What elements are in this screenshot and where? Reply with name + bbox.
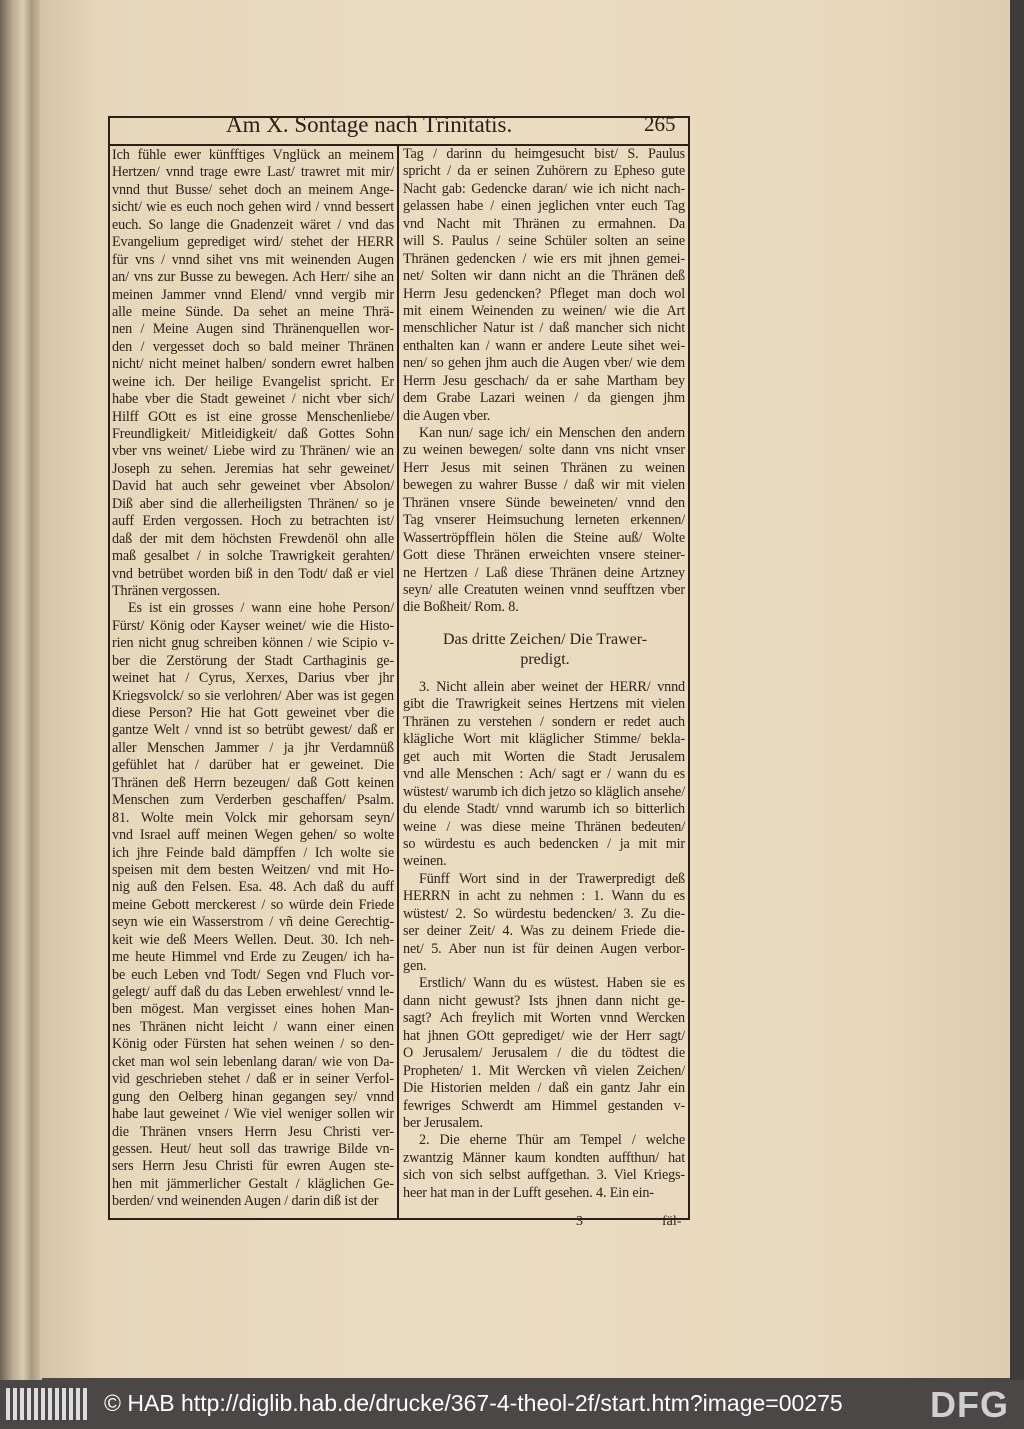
text-line: gung den Oelberg hinan gegangen sey/ vnnd xyxy=(112,1088,394,1105)
text-line: an/ vns zur Busse zu bewegen. Ach Herr/ sihe an xyxy=(112,269,394,286)
text-line: HERRN in acht zu nehmen : 1. Wann du es xyxy=(403,888,685,905)
text-line: cket man wol sein lebenlang daran/ wie von Da- xyxy=(112,1053,394,1070)
text-line: Joseph zu sehen. Jeremias hat sehr geweinet/ xyxy=(112,460,394,477)
text-line: daß der mit dem höchsten Frewdenöl ohn alle xyxy=(112,530,394,547)
text-line: die Thränen vnsers Herrn Jesu Christi ver- xyxy=(112,1123,394,1140)
text-line: Ich fühle ewer künfftiges Vnglück an meinem xyxy=(112,147,394,163)
text-line: sagt? Ach freylich mit Worten vnnd Wercken xyxy=(403,1010,685,1027)
dfg-logo: DFG xyxy=(930,1384,1009,1425)
running-title: Am X. Sontage nach Trinitatis. xyxy=(226,112,513,137)
section-heading xyxy=(400,630,690,670)
text-line: maß gesalbet / in solche Trawrigkeit gerahten/ xyxy=(112,548,394,565)
text-line: weinet hat / Cyrus, Xerxes, Darius vber jhr xyxy=(112,670,394,687)
text-line: ne Hertzen / Laß diese Thränen deine Artzney xyxy=(403,564,685,581)
text-line: ber Jerusalem. xyxy=(403,1114,483,1131)
section-heading-line2: predigt. xyxy=(520,651,570,668)
text-line: menschlicher Natur ist / daß mancher sich nicht xyxy=(403,320,685,337)
text-line: für vns / vnnd sihet vns mit weinenden Augen xyxy=(112,251,394,268)
text-line: gibt die Trawrigkeit seines Hertzens mit vielen xyxy=(403,696,685,713)
text-line: O Jerusalem/ Jerusalem / die du tödtest die xyxy=(403,1045,685,1062)
text-line: ser deiner Zeit/ 4. Was zu deinem Friede die- xyxy=(403,923,685,940)
text-line: gefühlet hat / darüber hat er geweinet. Die xyxy=(112,757,394,774)
text-line: rien nicht gnug schreiben können / wie Scipio v- xyxy=(112,635,394,652)
text-line: diese Person? Hie hat Gott geweinet vber die xyxy=(112,705,394,721)
text-line: nicht/ nicht meinet halben/ sondern ewret halben xyxy=(112,356,394,373)
footer-bar xyxy=(0,1380,1024,1429)
text-line: David hat auch sehr geweinet vber Absolon/ xyxy=(112,478,394,495)
right-column-top xyxy=(403,146,685,617)
text-line: meinen Jammer vnnd Elend/ vnnd vergib mir xyxy=(112,286,394,303)
text-line: nen / Meine Augen sind Thränenquellen wor- xyxy=(112,321,394,338)
text-line: hat jhnen GOtt geprediget/ wie der Herr sagt/ xyxy=(403,1027,685,1044)
text-line: sers Herrn Jesu Christi für ewren Augen ste- xyxy=(112,1158,394,1175)
right-column-bottom xyxy=(403,679,685,1202)
text-line: vnd betrübet worden biß in den Todt/ daß er viel xyxy=(112,565,394,582)
text-line: aller Menschen Jammer / ja jhr Verdamnüß xyxy=(112,739,394,756)
text-line: du elende Stadt/ vnnd warumb ich so bitterlich xyxy=(403,801,685,818)
text-line: ben mögest. Man vergisset eines hohen Man- xyxy=(112,1001,394,1018)
left-column xyxy=(112,147,394,1211)
text-line: get auch mit Worten die Stadt Jerusalem xyxy=(403,748,685,765)
text-line: fewriges Schwerdt am Himmel gestanden v- xyxy=(403,1097,685,1114)
text-line: nes Thränen nicht leicht / wann einer einen xyxy=(112,1018,394,1035)
text-line: Thränen vnsere Sünde beweineten/ vnnd den xyxy=(403,494,685,511)
text-line: Nacht gab: Gedencke daran/ wie ich nicht nach- xyxy=(403,180,685,197)
text-line: seyn/ alle Creatuten weinen vnnd seufftzen vber xyxy=(403,581,685,598)
text-line: Thränen deß Herrn bezeugen/ daß Gott keinen xyxy=(112,774,394,791)
text-line: vid geschrieben stehet / daß er in seiner Verfol- xyxy=(112,1071,394,1088)
text-line: gessen. Heut/ heut soll das trawrige Bilde vn- xyxy=(112,1140,394,1157)
text-line: Thränen vergossen. xyxy=(112,582,221,599)
text-line: vnnd thut Busse/ sehet doch an meinem Ange- xyxy=(112,181,394,198)
text-line: Diß aber sind die allerheiligsten Thränen/ so je xyxy=(112,495,394,512)
text-line: heer hat man in der Lufft gesehen. 4. Ein ein- xyxy=(403,1184,654,1201)
text-line: Wassertröpfflein hölen die Steine auß/ Wolte xyxy=(403,529,685,546)
text-line: be euch Leben vnd Todt/ Segen vnd Fluch vor- xyxy=(112,966,394,983)
text-line: hen mit jämmerlicher Gestalt / kläglichen Ge- xyxy=(112,1175,394,1192)
text-line: alle meine Sünde. Da sehet an meine Thrä- xyxy=(112,303,394,320)
text-line: sicht/ wie es euch noch gehen wird / vnnd bessert xyxy=(112,199,394,216)
text-line: 81. Wolte mein Volck mir gehorsam seyn/ xyxy=(112,809,394,826)
text-line: me heute Himmel vnd Erde zu Zeugen/ ich ha- xyxy=(112,949,394,966)
text-line: den / vergesset doch so bald meiner Thränen xyxy=(112,338,394,355)
barcode-icon xyxy=(6,1388,92,1420)
text-line: Die Historien melden / daß ein gantz Jahr ein xyxy=(403,1080,685,1097)
text-line: zu weinen bewegen/ solte dann vns nicht vnser xyxy=(403,442,685,459)
text-line: spricht / da er seinen Zuhörern zu Epheso gute xyxy=(403,163,685,180)
text-line: vnd alle Menschen : Ach/ sagt er / wann du es xyxy=(403,766,685,783)
text-line: habe vber die Stadt geweinet / nicht vber sich/ xyxy=(112,391,394,408)
text-line: nig auß den Felsen. Esa. 48. Ach daß du auff xyxy=(112,879,394,896)
text-line: gelassen habe / einen jeglichen vnter euch Tag xyxy=(403,198,685,215)
column-divider xyxy=(397,145,399,1218)
text-line: speisen mit dem besten Weitzen/ vnd mit Ho- xyxy=(112,861,394,878)
text-line: will S. Paulus / seine Schüler solten an seine xyxy=(403,233,685,250)
text-line: dann nicht gewust? Ists jhnen dann nicht ge- xyxy=(403,992,685,1009)
text-line: wüstest/ 2. So würdestu bedencken/ 3. Zu die- xyxy=(403,905,685,922)
background-edge xyxy=(1010,0,1024,1380)
text-line: berden/ vnd weinenden Augen / darin diß ist der xyxy=(112,1193,379,1210)
text-line: Herrn Jesu gedencken? Pfleget man doch wol xyxy=(403,285,685,302)
text-line: Es ist ein grosses / wann eine hohe Person/ xyxy=(128,600,394,617)
text-line: vnd Nacht mit Thränen zu ermahnen. Da xyxy=(403,215,685,232)
text-line: auff Erden vergossen. Hoch zu betrachten ist/ xyxy=(112,513,394,530)
text-line: ich jhre Feinde bald dämpffen / Ich wolte sie xyxy=(112,844,394,861)
text-line: Thränen gedencken / wie ers mit jhnen gemei- xyxy=(403,250,685,267)
text-line: sich von sich selbst auffgethan. 3. Viel Kriegs- xyxy=(403,1167,685,1184)
text-line: keit wie deß Meers Wellen. Deut. 30. Ich neh- xyxy=(112,931,394,948)
text-line: bewegen zu wahrer Busse / daß wir mit vielen xyxy=(403,477,685,494)
text-line: Fünff Wort sind in der Trawerpredigt deß xyxy=(419,870,685,887)
copyright-url[interactable]: © HAB http://diglib.hab.de/drucke/367-4-theol-2f/start.htm?image=00275 xyxy=(104,1390,843,1416)
text-line: ber die Zerstörung der Stadt Carthaginis ge- xyxy=(112,652,394,669)
text-line: zwantzig Männer kaum kondten auffthun/ hat xyxy=(403,1149,685,1166)
text-line: vnd Israel auff meinen Wegen gehen/ so wolte xyxy=(112,827,394,844)
catchword: fäl- xyxy=(662,1214,682,1229)
text-line: habe laut geweinet / Wie viel weniger sollen wir xyxy=(112,1106,394,1123)
page-number: 265 xyxy=(644,112,676,136)
text-line: Menschen zum Verderben geschaffen/ Psalm. xyxy=(112,792,394,809)
text-line: euch. So lange die Gnadenzeit wäret / vnd das xyxy=(112,216,394,233)
text-line: net/ Solten wir dann nicht an die Thränen deß xyxy=(403,268,685,285)
text-line: weine ich. Der heilige Evangelist spricht. Er xyxy=(112,373,394,390)
text-line: gelegt/ auff daß du das Leben erwehlest/ vnnd le- xyxy=(112,984,394,1000)
signature-mark: 3 xyxy=(576,1214,583,1229)
text-line: Herr Jesus mit seinen Thränen zu weinen xyxy=(403,459,685,476)
bottom-frame-rule xyxy=(108,1218,690,1220)
text-line: Gott diese Thränen erweichten vnsere steiner- xyxy=(403,547,685,564)
text-line: Kriegsvolck/ so sie verlohren/ Aber was ist gegen xyxy=(112,687,394,704)
text-line: Erstlich/ Wann du es wüstest. Haben sie es xyxy=(419,975,685,992)
text-line: Kan nun/ sage ich/ ein Menschen den andern xyxy=(419,425,685,441)
book-spine-edge xyxy=(0,0,42,1380)
text-line: König oder Fürsten hat sehen weinen / so den- xyxy=(112,1036,394,1053)
text-line: Evangelium geprediget wird/ stehet der HERR xyxy=(112,234,394,251)
text-line: weine / was diese meine Thränen bedeuten/ xyxy=(403,818,685,835)
text-line: dem Grabe Lazari weinen / da giengen jhm xyxy=(403,390,685,407)
text-line: 2. Die eherne Thür am Tempel / welche xyxy=(419,1132,685,1149)
text-line: vber vns weinet/ Liebe wird zu Thränen/ wie an xyxy=(112,443,394,460)
text-line: nen/ so gehen jhm auch die Augen vber/ wie dem xyxy=(403,355,685,372)
text-line: die Augen vber. xyxy=(403,407,491,424)
text-line: seyn wie ein Wasserstrom / vñ deine Gerechtig- xyxy=(112,914,394,931)
text-line: Thränen zu verstehen / sondern er redet auch xyxy=(403,713,685,730)
text-line: so würdestu es auch bedencken / ja mit mir xyxy=(403,835,685,852)
text-line: Hilff GOtt es ist eine grosse Menschenliebe/ xyxy=(112,408,394,425)
text-line: Fürst/ König oder Kayser weinet/ wie die Histo- xyxy=(112,617,394,634)
text-line: Tag vnserer Heimsuchung lerneten erkennen/ xyxy=(403,512,685,529)
text-line: weinen. xyxy=(403,853,447,870)
text-line: Herrn Jesu geschach/ da er sahe Martham bey xyxy=(403,372,685,389)
text-line: gen. xyxy=(403,958,427,974)
text-line: enthalten kan / wann er andere Leute sihet wei- xyxy=(403,337,685,354)
text-line: Propheten/ 1. Mit Wercken vñ vielen Zeichen/ xyxy=(403,1062,685,1079)
section-heading-line1: Das dritte Zeichen/ Die Trawer- xyxy=(442,631,648,648)
text-line: die Boßheit/ Rom. 8. xyxy=(403,599,519,616)
text-line: 3. Nicht allein aber weinet der HERR/ vnnd xyxy=(419,679,685,695)
text-line: Hertzen/ vnnd trage ewre Last/ trawret mit mir/ xyxy=(112,164,394,181)
text-line: mit einem Weinenden zu weinen/ wie die Art xyxy=(403,302,685,319)
text-line: gantze Welt / vnnd ist so betrübt gewest/ daß er xyxy=(112,722,394,739)
text-line: wüstest/ warumb ich dich jetzo so kläglich ansehe/ xyxy=(403,783,685,800)
text-line: Tag / darinn du heimgesucht bist/ S. Paulus xyxy=(403,146,685,162)
text-line: klägliche Wort mit kläglicher Stimme/ bekla- xyxy=(403,731,685,748)
left-frame-rule xyxy=(108,116,110,1220)
text-line: Freundligkeit/ Mitleidigkeit/ daß Gottes Sohn xyxy=(112,426,394,442)
text-line: meine Gebott merckerest / so würde dein Friede xyxy=(112,896,394,913)
text-line: net/ 5. Aber nun ist für deinen Augen verbor- xyxy=(403,940,685,957)
